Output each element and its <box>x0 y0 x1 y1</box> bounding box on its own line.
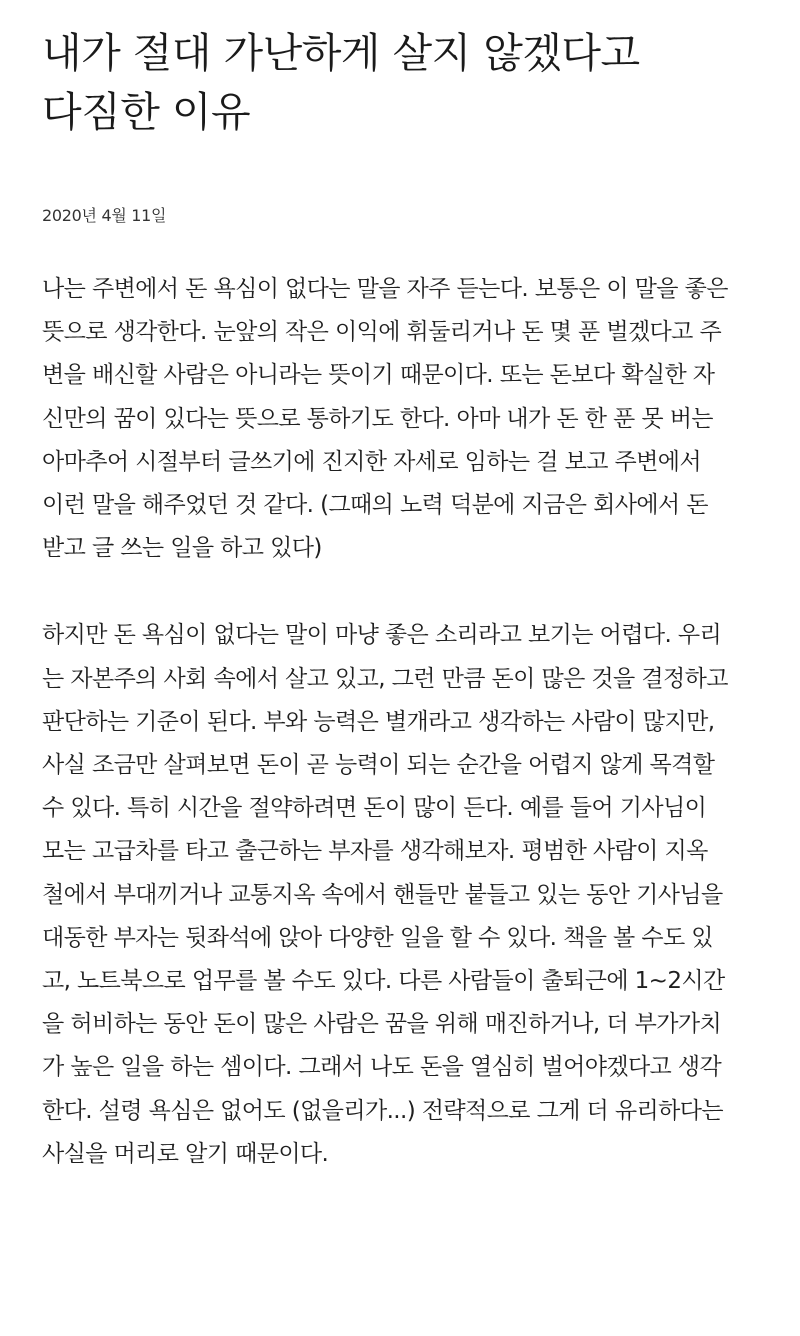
article-title: 내가 절대 가난하게 살지 않겠다고 다짐한 이유 <box>42 29 640 136</box>
paragraph-1: 나는 주변에서 돈 욕심이 없다는 말을 자주 듣는다. 보통은 이 말을 좋은 뜻으로 생각한다. 눈앞의 작은 이익에 휘둘리거나 돈 몇 푼 벌겠다고 주 변을 배신할 사람은 아니라는 뜻이기 때문이다. 또는 돈보다 확실한 자 신만의 꿈이 있다는 뜻으로 통하기도 한다. 아마 내가 돈 한 푼 못 버는 아마추어 시절부터 글쓰기에 진지한 자세로 임하는 걸 보고 주변에서 이런 말을 해주었던 것 같다. (그때의 노력 덕분에 지금은 회사에서 돈 받고 글 쓰는 일을 하고 있다) <box>42 276 728 562</box>
publish-date: 2020년 4월 11일 <box>42 206 167 225</box>
article-body <box>42 268 758 1176</box>
paragraph-2: 하지만 돈 욕심이 없다는 말이 마냥 좋은 소리라고 보기는 어렵다. 우리 는 자본주의 사회 속에서 살고 있고, 그런 만큼 돈이 많은 것을 결정하고 판단하는 기준이 된다. 부와 능력은 별개라고 생각하는 사람이 많지만, 사실 조금만 살펴보면 돈이 곧 능력이 되는 순간을 어렵지 않게 목격할 수 있다. 특히 시간을 절약하려면 돈이 많이 든다. 예를 들어 기사님이 모는 고급차를 타고 출근하는 부자를 생각해보자. 평범한 사람이 지옥 철에서 부대끼거나 교통지옥 속에서 핸들만 붙들고 있는 동안 기사님을 대동한 부자는 뒷좌석에 앉아 다양한 일을 할 수 있다. 책을 볼 수도 있 고, 노트북으로 업무를 볼 수도 있다. 다른 사람들이 출퇴근에 1~2시간 을 허비하는 동안 돈이 많은 사람은 꿈을 위해 매진하거나, 더 부가가치 가 높은 일을 하는 셈이다. 그래서 나도 돈을 열심히 벌어야겠다고 생각 한다. 설령 욕심은 없어도 (없을리가...) 전략적으로 그게 더 유리하다는 사실을 머리로 알기 때문이다. <box>42 622 728 1167</box>
